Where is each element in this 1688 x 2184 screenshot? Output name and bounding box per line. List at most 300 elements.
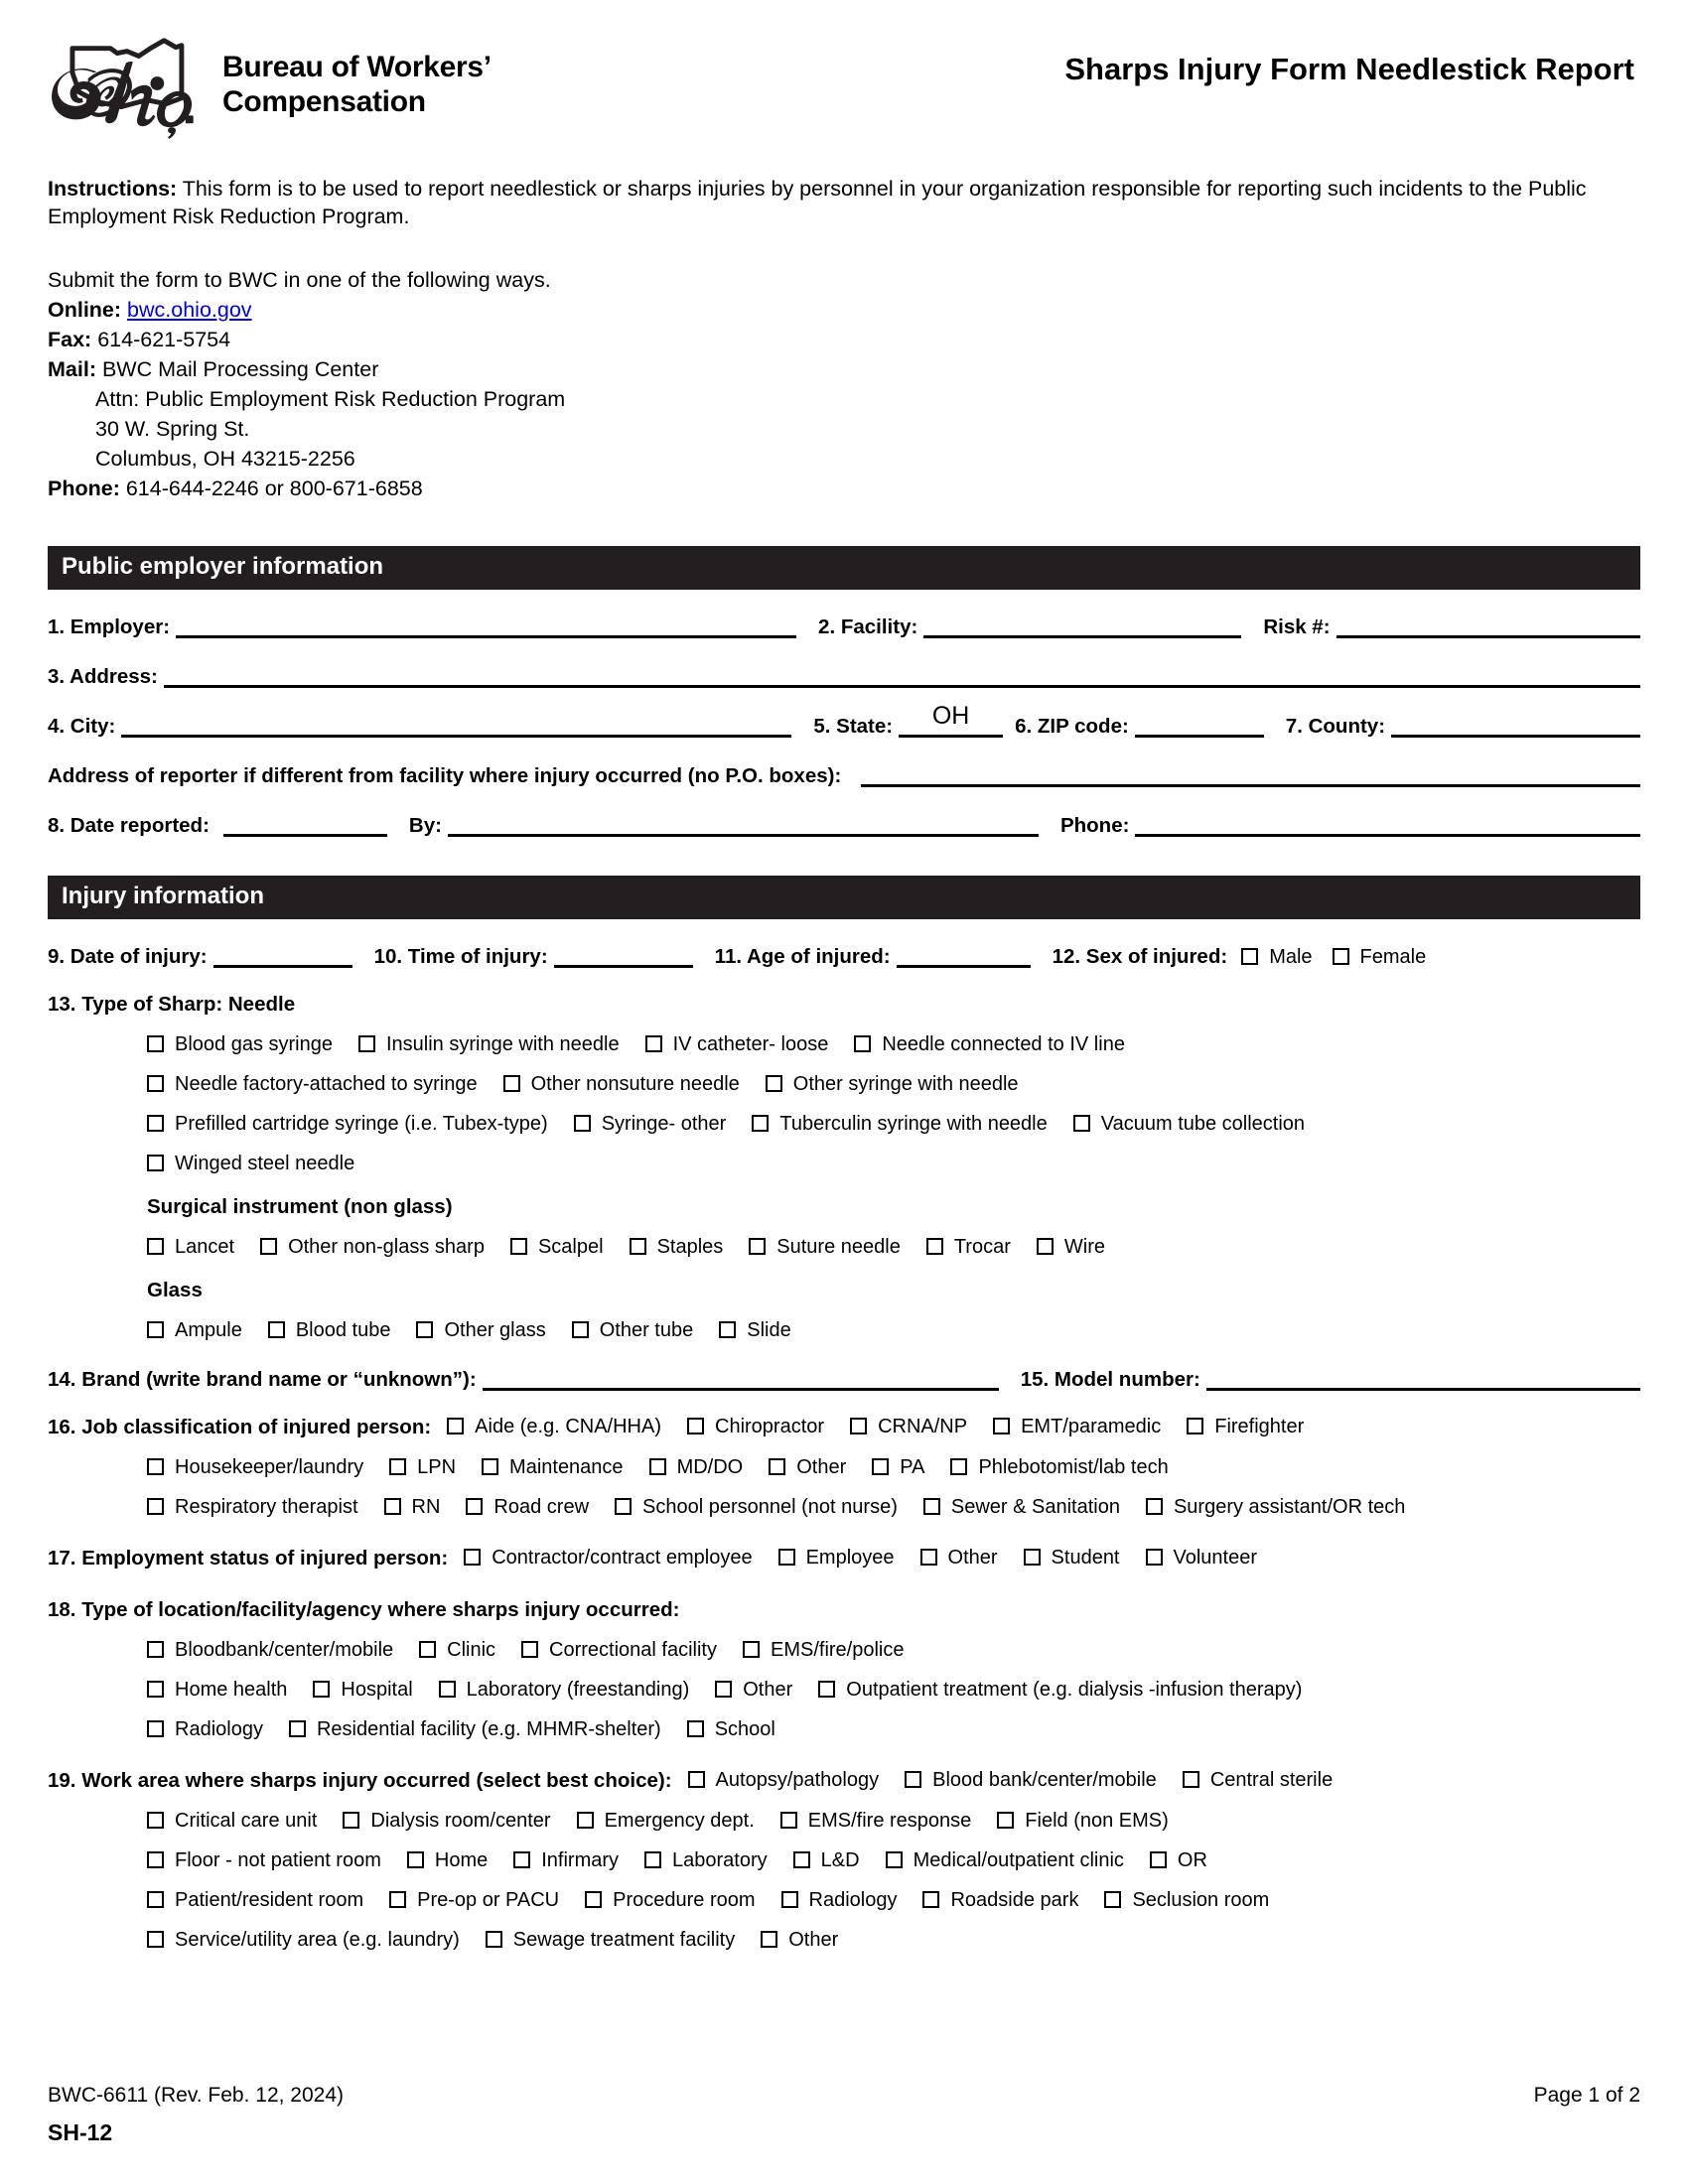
- checkbox-icon[interactable]: [1146, 1498, 1163, 1515]
- address-input[interactable]: [164, 666, 1640, 688]
- submit-phone: [48, 474, 1640, 503]
- list-item[interactable]: [688, 1769, 880, 1792]
- list-item[interactable]: [147, 1718, 263, 1741]
- agency-name-line1: Bureau of Workers’: [222, 50, 492, 83]
- checkbox-icon[interactable]: [585, 1891, 602, 1908]
- checkbox-icon[interactable]: [447, 1418, 464, 1434]
- list-item-label: Blood gas syringe: [175, 1032, 333, 1055]
- checkbox-icon[interactable]: [950, 1458, 967, 1475]
- section-header-public-employer: Public employer information: [48, 546, 1640, 590]
- date-reported-input[interactable]: [223, 815, 387, 837]
- page-number: Page 1 of 2: [1533, 2084, 1640, 2107]
- list-item[interactable]: [313, 1679, 412, 1702]
- list-item[interactable]: [923, 1496, 1120, 1519]
- list-item[interactable]: [389, 1456, 456, 1479]
- checkbox-icon[interactable]: [1333, 948, 1349, 965]
- model-number-label: 15. Model number:: [1020, 1367, 1200, 1391]
- list-item-label: Maintenance: [509, 1455, 624, 1478]
- checkbox-icon[interactable]: [147, 1238, 164, 1255]
- page-header: [0, 0, 1688, 139]
- checkbox-icon[interactable]: [1073, 1115, 1090, 1132]
- checkbox-icon[interactable]: [464, 1549, 481, 1566]
- list-item[interactable]: [644, 1849, 768, 1872]
- list-item-label: Other: [947, 1547, 998, 1569]
- list-item[interactable]: [872, 1456, 924, 1479]
- list-item-label: Other: [788, 1928, 839, 1951]
- list-item[interactable]: [147, 1456, 363, 1479]
- sex-option-female-label: Female: [1359, 945, 1427, 968]
- list-item[interactable]: [1146, 1496, 1405, 1519]
- list-item-label: Other non-glass sharp: [288, 1235, 485, 1258]
- list-item[interactable]: [615, 1496, 898, 1519]
- list-item[interactable]: [766, 1073, 1019, 1096]
- list-item[interactable]: [743, 1639, 905, 1662]
- checkbox-icon[interactable]: [268, 1321, 285, 1338]
- list-item-label: Residential facility (e.g. MHMR-shelter): [316, 1717, 661, 1740]
- checkbox-icon[interactable]: [743, 1641, 760, 1658]
- q13-glass-heading: Glass: [147, 1278, 203, 1301]
- list-item-label: Insulin syringe with needle: [385, 1032, 620, 1055]
- checkbox-icon[interactable]: [761, 1931, 777, 1948]
- mail-line3: 30 W. Spring St.: [95, 417, 250, 442]
- list-item-label: Phlebotomist/lab tech: [978, 1455, 1169, 1478]
- list-item[interactable]: [645, 1033, 829, 1056]
- row-injury-basics: [48, 945, 1640, 969]
- list-item[interactable]: [997, 1810, 1169, 1833]
- checkbox-icon[interactable]: [389, 1458, 406, 1475]
- reporter-address-input[interactable]: [861, 765, 1640, 787]
- list-item-label: Aide (e.g. CNA/HHA): [475, 1416, 662, 1437]
- checkbox-icon[interactable]: [920, 1549, 937, 1566]
- list-item[interactable]: [147, 1889, 363, 1912]
- checkbox-icon[interactable]: [147, 1035, 164, 1052]
- checkbox-icon[interactable]: [766, 1075, 782, 1092]
- list-item-label: Field (non EMS): [1025, 1809, 1169, 1832]
- list-item[interactable]: [510, 1236, 604, 1259]
- checkbox-icon[interactable]: [513, 1851, 530, 1868]
- list-item-label: Laboratory: [672, 1848, 768, 1871]
- checkbox-icon[interactable]: [147, 1498, 164, 1515]
- checkbox-icon[interactable]: [147, 1321, 164, 1338]
- list-item-label: Ampule: [175, 1318, 242, 1341]
- list-item[interactable]: [886, 1849, 1124, 1872]
- checkbox-icon[interactable]: [715, 1681, 732, 1698]
- question-19: [48, 1769, 1640, 1793]
- checkbox-icon[interactable]: [1183, 1771, 1199, 1788]
- checkbox-icon[interactable]: [572, 1321, 589, 1338]
- list-item[interactable]: [147, 1236, 234, 1259]
- list-item[interactable]: [147, 1113, 548, 1136]
- date-of-injury-input[interactable]: [213, 946, 352, 968]
- list-item-label: MD/DO: [676, 1455, 744, 1478]
- checkbox-icon[interactable]: [343, 1812, 359, 1829]
- q16-row-2: [48, 1456, 1640, 1479]
- list-item[interactable]: [1187, 1416, 1304, 1438]
- list-item-label: Needle connected to IV line: [882, 1032, 1125, 1055]
- checkbox-icon[interactable]: [1146, 1549, 1163, 1566]
- list-item-label: Other glass: [444, 1318, 546, 1341]
- list-item-label: Other nonsuture needle: [530, 1072, 740, 1095]
- list-item[interactable]: [749, 1236, 901, 1259]
- list-item-label: Trocar: [953, 1235, 1011, 1258]
- checkbox-icon[interactable]: [615, 1498, 632, 1515]
- city-label: 4. City:: [48, 714, 116, 738]
- list-item[interactable]: [577, 1810, 755, 1833]
- list-item[interactable]: [715, 1679, 792, 1702]
- list-item-label: Scalpel: [537, 1235, 604, 1258]
- list-item[interactable]: [268, 1319, 391, 1342]
- list-item[interactable]: [289, 1718, 661, 1741]
- list-item[interactable]: [147, 1810, 317, 1833]
- checkbox-icon[interactable]: [521, 1641, 538, 1658]
- checkbox-icon[interactable]: [439, 1681, 456, 1698]
- sex-of-injured-label: 12. Sex of injured:: [1052, 944, 1228, 968]
- age-of-injured-input[interactable]: [897, 946, 1031, 968]
- submit-online: [48, 295, 1640, 325]
- list-item-label: Staples: [656, 1235, 724, 1258]
- zip-label: 6. ZIP code:: [1015, 714, 1129, 738]
- checkbox-icon[interactable]: [147, 1681, 164, 1698]
- list-item[interactable]: [358, 1033, 620, 1056]
- question-13: [48, 993, 1640, 1017]
- q19-row-5: [48, 1929, 1640, 1952]
- list-item[interactable]: [1146, 1547, 1258, 1570]
- list-item[interactable]: [1104, 1889, 1269, 1912]
- question-17: [48, 1547, 1640, 1570]
- checkbox-icon[interactable]: [147, 1075, 164, 1092]
- list-item[interactable]: [389, 1889, 559, 1912]
- checkbox-icon[interactable]: [644, 1851, 661, 1868]
- list-item[interactable]: [574, 1113, 727, 1136]
- checkbox-icon[interactable]: [645, 1035, 662, 1052]
- question-17-label: 17. Employment status of injured person:: [48, 1546, 449, 1570]
- instructions-text: This form is to be used to report needlestick or sharps injuries by personnel in your organization responsible for reporting such incidents to the Public Employment Risk Reduction Program.: [48, 177, 1587, 229]
- brand-input[interactable]: [483, 1369, 999, 1391]
- phone-label: Phone:: [48, 477, 120, 501]
- checkbox-icon[interactable]: [147, 1115, 164, 1132]
- submit-methods: [48, 265, 1640, 504]
- checkbox-icon[interactable]: [926, 1238, 943, 1255]
- list-item[interactable]: [384, 1496, 441, 1519]
- time-of-injury-input[interactable]: [554, 946, 693, 968]
- list-item-label: Winged steel needle: [175, 1152, 355, 1174]
- section-header-injury: Injury information: [48, 876, 1640, 919]
- list-item-label: Medical/outpatient clinic: [913, 1848, 1124, 1871]
- list-item-label: Sewer & Sanitation: [950, 1495, 1120, 1518]
- list-item[interactable]: [818, 1679, 1302, 1702]
- bwc-website-link[interactable]: bwc.ohio.gov: [127, 297, 252, 322]
- question-18: [48, 1598, 1640, 1622]
- checkbox-icon[interactable]: [854, 1035, 871, 1052]
- checkbox-icon[interactable]: [993, 1418, 1010, 1434]
- list-item[interactable]: [466, 1496, 589, 1519]
- list-item[interactable]: [1037, 1236, 1105, 1259]
- list-item[interactable]: [147, 1073, 478, 1096]
- list-item[interactable]: [439, 1679, 690, 1702]
- list-item[interactable]: [464, 1547, 752, 1570]
- list-item[interactable]: [1073, 1113, 1305, 1136]
- checkbox-icon[interactable]: [688, 1771, 705, 1788]
- logo-wrap: [48, 30, 492, 139]
- list-item[interactable]: [486, 1929, 735, 1952]
- question-13-label: 13. Type of Sharp: Needle: [48, 992, 296, 1016]
- checkbox-icon[interactable]: [818, 1681, 835, 1698]
- list-item[interactable]: [503, 1073, 740, 1096]
- q13-needle-row-4: [48, 1153, 1640, 1175]
- checkbox-icon[interactable]: [486, 1931, 502, 1948]
- facility-input[interactable]: [923, 616, 1241, 638]
- state-input[interactable]: [899, 701, 1003, 738]
- checkbox-icon[interactable]: [687, 1720, 704, 1737]
- list-item[interactable]: [147, 1849, 381, 1872]
- reporter-phone-input[interactable]: [1135, 815, 1640, 837]
- question-19-label: 19. Work area where sharps injury occurred (select best choice):: [48, 1768, 672, 1792]
- checkbox-icon[interactable]: [923, 1498, 940, 1515]
- q19-row-2: [48, 1810, 1640, 1833]
- checkbox-icon[interactable]: [147, 1851, 164, 1868]
- list-item[interactable]: [147, 1153, 354, 1175]
- list-item-label: Laboratory (freestanding): [466, 1678, 690, 1701]
- list-item-label: Student: [1051, 1547, 1120, 1569]
- list-item[interactable]: [854, 1033, 1125, 1056]
- list-item[interactable]: [778, 1547, 895, 1570]
- address-label: 3. Address:: [48, 664, 158, 688]
- checkbox-icon[interactable]: [649, 1458, 666, 1475]
- checkbox-icon[interactable]: [289, 1720, 306, 1737]
- list-item[interactable]: [513, 1849, 619, 1872]
- row-reporter-address: [48, 764, 1640, 788]
- city-input[interactable]: [121, 716, 791, 738]
- list-item[interactable]: [572, 1319, 694, 1342]
- state-value: OH: [931, 701, 970, 730]
- list-item[interactable]: [585, 1889, 755, 1912]
- list-item-label: Respiratory therapist: [175, 1495, 358, 1518]
- checkbox-icon[interactable]: [466, 1498, 483, 1515]
- list-item[interactable]: [147, 1639, 393, 1662]
- brand-label: 14. Brand (write brand name or “unknown”):: [48, 1367, 477, 1391]
- list-item-label: Prefilled cartridge syringe (i.e. Tubex-type): [175, 1112, 548, 1135]
- checkbox-icon[interactable]: [872, 1458, 889, 1475]
- list-item-label: Suture needle: [776, 1235, 901, 1258]
- list-item[interactable]: [719, 1319, 790, 1342]
- checkbox-icon[interactable]: [1187, 1418, 1203, 1434]
- checkbox-icon[interactable]: [905, 1771, 921, 1788]
- list-item-label: Road crew: [493, 1495, 590, 1518]
- checkbox-icon[interactable]: [147, 1931, 164, 1948]
- checkbox-icon[interactable]: [778, 1549, 795, 1566]
- list-item[interactable]: [416, 1319, 545, 1342]
- checkbox-icon[interactable]: [147, 1155, 164, 1171]
- list-item[interactable]: [147, 1496, 358, 1519]
- submit-fax: [48, 325, 1640, 354]
- q18-row-1: [48, 1639, 1640, 1662]
- list-item[interactable]: [147, 1679, 287, 1702]
- list-item-label: EMT/paramedic: [1021, 1416, 1162, 1437]
- list-item-label: EMS/fire response: [807, 1809, 972, 1832]
- checkbox-icon[interactable]: [482, 1458, 498, 1475]
- sex-option-female[interactable]: [1333, 946, 1427, 969]
- list-item[interactable]: [905, 1769, 1157, 1792]
- fax-label: Fax:: [48, 327, 92, 351]
- employer-label: 1. Employer:: [48, 614, 171, 638]
- checkbox-icon[interactable]: [850, 1418, 867, 1434]
- list-item[interactable]: [649, 1456, 744, 1479]
- reported-by-input[interactable]: [448, 815, 1039, 837]
- list-item-label: Syringe- other: [601, 1112, 727, 1135]
- list-item[interactable]: [926, 1236, 1011, 1259]
- checkbox-icon[interactable]: [416, 1321, 433, 1338]
- list-item[interactable]: [687, 1718, 775, 1741]
- submit-mail: [48, 354, 1640, 384]
- checkbox-icon[interactable]: [389, 1891, 406, 1908]
- checkbox-icon[interactable]: [147, 1812, 164, 1829]
- list-item[interactable]: [761, 1929, 838, 1952]
- employer-input[interactable]: [176, 616, 796, 638]
- list-item-label: Housekeeper/laundry: [175, 1455, 364, 1478]
- date-reported-label: 8. Date reported:: [48, 813, 210, 837]
- question-16: [48, 1416, 1640, 1439]
- row-address: [48, 665, 1640, 689]
- list-item-label: LPN: [417, 1455, 457, 1478]
- list-item-label: Pre-op or PACU: [417, 1888, 560, 1911]
- checkbox-icon[interactable]: [147, 1891, 164, 1908]
- checkbox-icon[interactable]: [1150, 1851, 1167, 1868]
- checkbox-icon[interactable]: [749, 1238, 766, 1255]
- list-item-label: Patient/resident room: [175, 1888, 364, 1911]
- agency-name-line2: Compensation: [222, 85, 426, 118]
- checkbox-icon[interactable]: [577, 1812, 594, 1829]
- reporter-phone-label: Phone:: [1059, 813, 1130, 837]
- checkbox-icon[interactable]: [793, 1851, 810, 1868]
- checkbox-icon[interactable]: [687, 1418, 704, 1434]
- checkbox-icon[interactable]: [147, 1641, 164, 1658]
- list-item-label: CRNA/NP: [878, 1416, 968, 1437]
- list-item-label: OR: [1177, 1848, 1207, 1871]
- checkbox-icon[interactable]: [886, 1851, 903, 1868]
- page-footer: [48, 2084, 1640, 2146]
- list-item-label: Other: [743, 1678, 793, 1701]
- list-item[interactable]: [850, 1416, 967, 1438]
- list-item-label: IV catheter- loose: [672, 1032, 829, 1055]
- list-item[interactable]: [780, 1810, 972, 1833]
- list-item-label: Volunteer: [1173, 1547, 1258, 1569]
- list-item[interactable]: [752, 1113, 1047, 1136]
- list-item[interactable]: [1024, 1547, 1120, 1570]
- list-item[interactable]: [147, 1929, 460, 1952]
- question-16-label: 16. Job classification of injured person:: [48, 1415, 432, 1438]
- checkbox-icon[interactable]: [358, 1035, 375, 1052]
- mail-line4: Columbus, OH 43215-2256: [95, 447, 355, 472]
- checkbox-icon[interactable]: [719, 1321, 736, 1338]
- list-item-label: Procedure room: [613, 1888, 756, 1911]
- list-item-label: Other syringe with needle: [792, 1072, 1019, 1095]
- list-item-label: Infirmary: [541, 1848, 620, 1871]
- question-18-label: 18. Type of location/facility/agency where sharps injury occurred:: [48, 1597, 680, 1621]
- checkbox-icon[interactable]: [1024, 1549, 1041, 1566]
- list-item[interactable]: [781, 1889, 898, 1912]
- checkbox-icon[interactable]: [922, 1891, 939, 1908]
- checkbox-icon[interactable]: [574, 1115, 591, 1132]
- list-item-label: Chiropractor: [715, 1416, 825, 1437]
- checkbox-icon[interactable]: [147, 1458, 164, 1475]
- list-item[interactable]: [630, 1236, 724, 1259]
- checkbox-icon[interactable]: [1104, 1891, 1121, 1908]
- fax-value: 614-621-5754: [97, 327, 231, 351]
- checkbox-icon[interactable]: [630, 1238, 646, 1255]
- checkbox-icon[interactable]: [260, 1238, 277, 1255]
- list-item[interactable]: [687, 1416, 824, 1438]
- county-input[interactable]: [1391, 716, 1640, 738]
- list-item[interactable]: [993, 1416, 1161, 1438]
- checkbox-icon[interactable]: [510, 1238, 527, 1255]
- list-item-label: EMS/fire/police: [771, 1638, 905, 1661]
- checkbox-icon[interactable]: [419, 1641, 436, 1658]
- mail-value: BWC Mail Processing Center: [101, 357, 379, 382]
- risk-number-input[interactable]: [1336, 616, 1640, 638]
- model-number-input[interactable]: [1206, 1369, 1640, 1391]
- list-item[interactable]: [521, 1639, 717, 1662]
- q19-row-3: [48, 1849, 1640, 1872]
- sex-option-male[interactable]: [1241, 946, 1312, 969]
- list-item-label: Outpatient treatment (e.g. dialysis -infusion therapy): [846, 1678, 1303, 1701]
- list-item[interactable]: [147, 1033, 333, 1056]
- list-item[interactable]: [922, 1889, 1078, 1912]
- checkbox-icon[interactable]: [1241, 948, 1258, 965]
- checkbox-icon[interactable]: [407, 1851, 424, 1868]
- list-item[interactable]: [147, 1319, 242, 1342]
- list-item[interactable]: [950, 1456, 1168, 1479]
- checkbox-icon[interactable]: [147, 1720, 164, 1737]
- list-item[interactable]: [419, 1639, 495, 1662]
- phone-value: 614-644-2246 or 800-671-6858: [125, 477, 423, 501]
- checkbox-icon[interactable]: [503, 1075, 520, 1092]
- checkbox-icon[interactable]: [769, 1458, 785, 1475]
- list-item[interactable]: [920, 1547, 998, 1570]
- checkbox-icon[interactable]: [1037, 1238, 1054, 1255]
- list-item-label: Correctional facility: [549, 1638, 717, 1661]
- date-of-injury-label: 9. Date of injury:: [48, 944, 208, 968]
- list-item[interactable]: [260, 1236, 485, 1259]
- list-item[interactable]: [343, 1810, 550, 1833]
- checkbox-icon[interactable]: [997, 1812, 1014, 1829]
- q13-needle-row-1: [48, 1033, 1640, 1056]
- q16-row-3: [48, 1496, 1640, 1519]
- list-item[interactable]: [769, 1456, 846, 1479]
- page-title: Sharps Injury Form Needlestick Report: [1064, 52, 1634, 86]
- checkbox-icon[interactable]: [780, 1812, 797, 1829]
- checkbox-icon[interactable]: [781, 1891, 798, 1908]
- q18-row-3: [48, 1718, 1640, 1741]
- list-item[interactable]: [1183, 1769, 1333, 1792]
- checkbox-icon[interactable]: [384, 1498, 401, 1515]
- instructions-block: [0, 175, 1688, 504]
- list-item[interactable]: [447, 1416, 661, 1438]
- list-item-label: Lancet: [175, 1235, 235, 1258]
- q13-surgical-heading: Surgical instrument (non glass): [147, 1194, 453, 1218]
- list-item[interactable]: [407, 1849, 488, 1872]
- list-item-label: School personnel (not nurse): [642, 1495, 898, 1518]
- q13-glass-row-1: [48, 1319, 1640, 1342]
- checkbox-icon[interactable]: [313, 1681, 330, 1698]
- county-label: 7. County:: [1285, 714, 1386, 738]
- list-item[interactable]: [482, 1456, 624, 1479]
- list-item-label: Roadside park: [950, 1888, 1079, 1911]
- list-item[interactable]: [793, 1849, 860, 1872]
- checkbox-icon[interactable]: [752, 1115, 769, 1132]
- zip-input[interactable]: [1135, 716, 1264, 738]
- row-city-state-zip-county: [48, 701, 1640, 739]
- list-item[interactable]: [1150, 1849, 1207, 1872]
